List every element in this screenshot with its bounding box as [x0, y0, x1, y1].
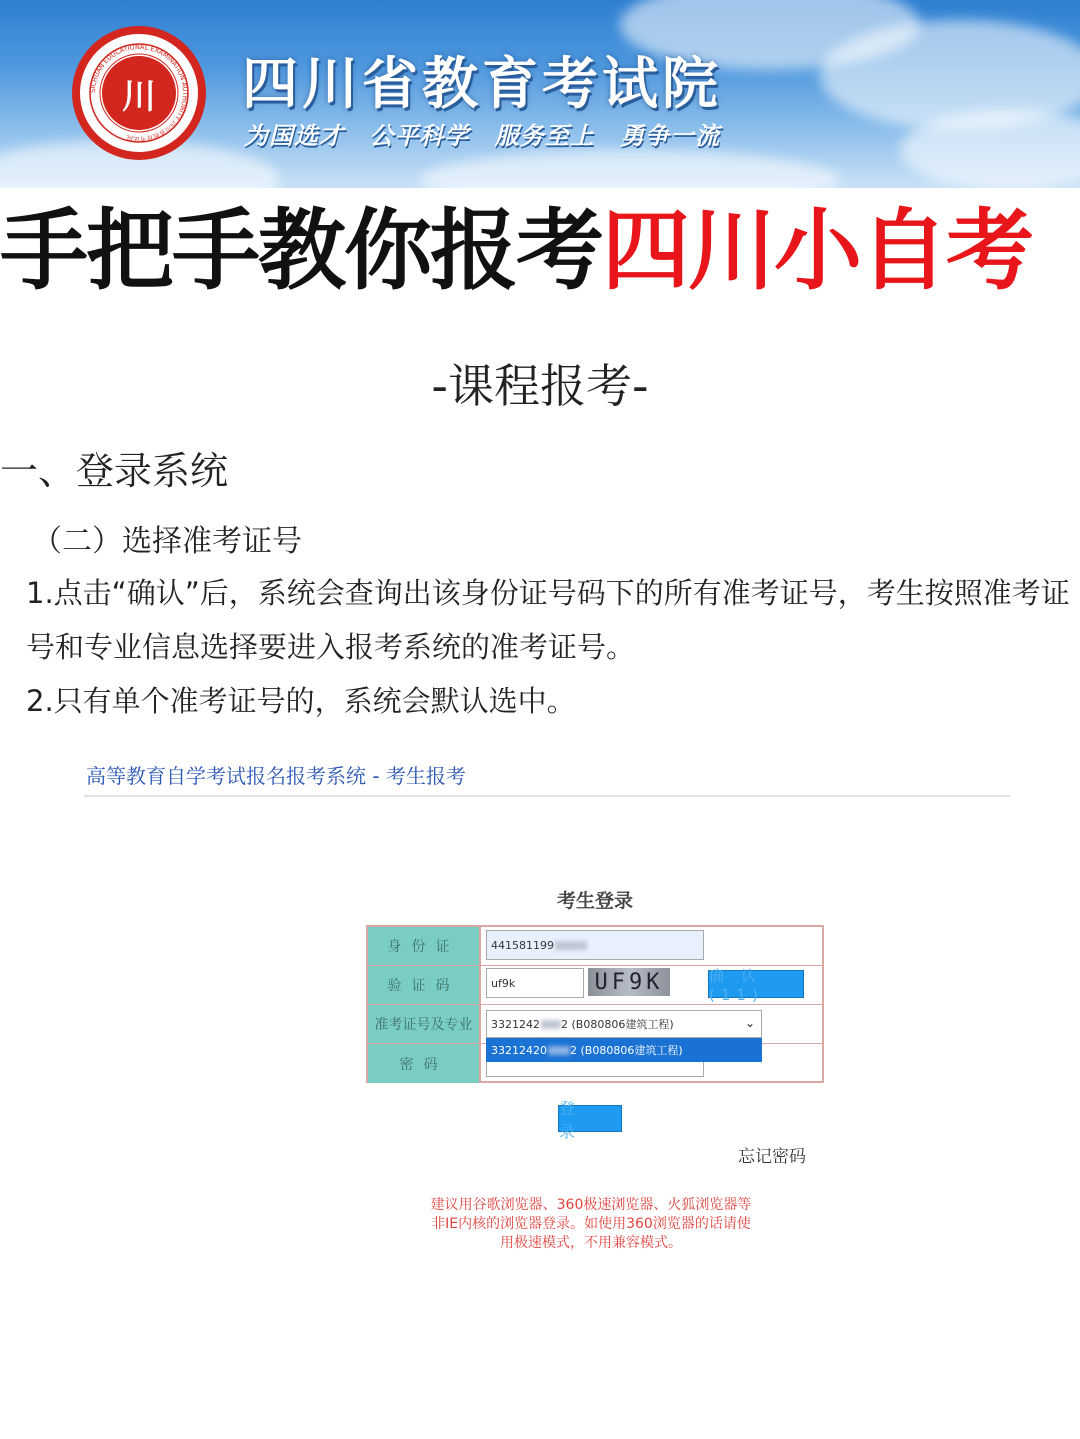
- ticket-select[interactable]: [486, 1010, 762, 1038]
- forgot-password-link[interactable]: 忘记密码: [738, 1147, 806, 1167]
- login-title: 考生登录: [556, 890, 633, 912]
- password-label: 密码: [368, 1044, 481, 1083]
- id-label: 身份证: [368, 927, 481, 965]
- institution-seal-logo: [72, 26, 206, 160]
- redaction-blur: [548, 1046, 570, 1055]
- institution-slogan: 为国选才 公平科学 服务至上 勇争一流: [244, 122, 721, 150]
- ticket-select-suffix: 2 (B080806建筑工程): [561, 1018, 674, 1031]
- confirm-button[interactable]: 确 认(11): [708, 970, 804, 998]
- captcha-label: 验证码: [368, 966, 481, 1004]
- section-heading: 一、登录系统: [0, 449, 229, 493]
- ticket-option[interactable]: [486, 1038, 762, 1062]
- captcha-image[interactable]: UF9K: [588, 968, 670, 996]
- ticket-label: 准考证号及专业: [368, 1005, 481, 1043]
- seal-ring-text: SICHUAN EDUCATIONAL EXAMINATION AUTHORITY 四川省教育考试院: [88, 42, 190, 144]
- redaction-blur: [555, 941, 587, 950]
- system-title: 高等教育自学考试报名报考系统 - 考生报考: [86, 764, 466, 788]
- id-number-value: 441581199: [491, 938, 554, 952]
- id-number-input[interactable]: [486, 930, 704, 960]
- ticket-option-suffix: 2 (B080806建筑工程): [570, 1044, 683, 1057]
- subsection-heading: （二）选择准考证号: [32, 524, 302, 559]
- instruction-paragraph-2: 2.只有单个准考证号的，系统会默认选中。: [26, 684, 576, 718]
- instruction-paragraph-1: 1.点击“确认”后，系统会查询出该身份证号码下的所有准考证号，考生按照准考证号和专业信息选择要进入报考系统的准考证号。: [26, 576, 1070, 664]
- ticket-select-prefix: 3321242: [491, 1017, 540, 1031]
- seal-emblem: 川: [102, 56, 176, 130]
- headline-red-text: 四川小自考: [602, 199, 1033, 302]
- chevron-down-icon: ⌄: [744, 1016, 755, 1030]
- divider: [84, 795, 1010, 797]
- login-button[interactable]: 登 录: [558, 1105, 622, 1132]
- ticket-option-prefix: 33212420: [491, 1043, 547, 1057]
- redaction-blur: [541, 1020, 561, 1029]
- institution-name: 四川省教育考试院: [242, 52, 722, 117]
- browser-notice: 建议用谷歌浏览器、360极速浏览器、火狐浏览器等非IE内核的浏览器登录。如使用360浏览器的话请使用极速模式，不用兼容模式。: [430, 1197, 752, 1251]
- headline-black-text: 手把手教你报考: [0, 199, 603, 302]
- cloud-decoration: [420, 150, 840, 188]
- header-banner: [0, 0, 1080, 188]
- captcha-input[interactable]: uf9k: [486, 968, 584, 998]
- page-headline: [0, 196, 1080, 306]
- page-subtitle: -课程报考-: [431, 359, 649, 413]
